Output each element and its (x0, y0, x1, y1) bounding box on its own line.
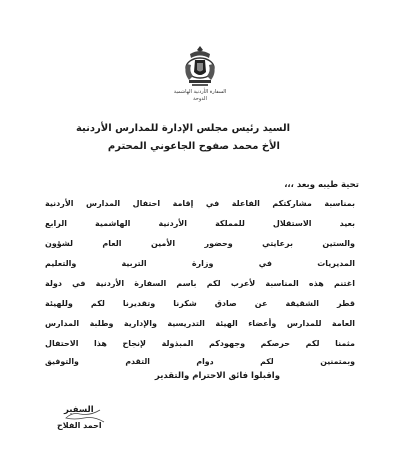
body-line: مثمنا لكم حرصكم وجهودكم المبذولة لإنجاح هذا الاحتفال (45, 339, 355, 348)
addressee-title: السيد رئيس مجلس الإدارة للمدارس الأردنية (75, 123, 290, 134)
coat-of-arms-emblem (181, 44, 219, 88)
body-line: بمناسبة مشاركتكم الفاعلة في إقامة احتفال المدارس الأردنية (45, 199, 355, 208)
closing-phrase: واقبلوا فائق الاحترام والتقدير (154, 371, 280, 381)
body-line: والستين برعايتي وحضور الأمين العام لشؤون (45, 239, 355, 248)
body-line: اغتنم هذه المناسبة لأعرب لكم باسم السفارة الأردنية في دولة (45, 279, 355, 288)
greeting: تحية طيبه وبعد ،،، (284, 180, 359, 190)
signature-title: السفير (64, 405, 94, 415)
body-line: المديريات في وزارة التربية والتعليم (45, 259, 355, 268)
body-line: العامة للمدارس وأعضاء الهيئة التدريسية والإدارية وطلبة المدارس (45, 319, 355, 328)
addressee-name: الأخ محمد صفوح الجاعوني المحترم (107, 141, 280, 152)
letterhead-place: الدوحة (193, 96, 207, 102)
body-line: بعيد الاستقلال للمملكة الأردنية الهاشمية الرابع (45, 219, 355, 228)
letterhead-title: السفارة الأردنية الهاشمية (173, 89, 227, 95)
body-line: وبمتمنين لكم دوام التقدم والتوفيق (45, 357, 355, 366)
body-line: قطر الشقيقة عن صادق شكرنا وتقديرنا لكم وللهيئة (45, 299, 355, 308)
signature-name: احمد الفلاح (57, 421, 102, 430)
